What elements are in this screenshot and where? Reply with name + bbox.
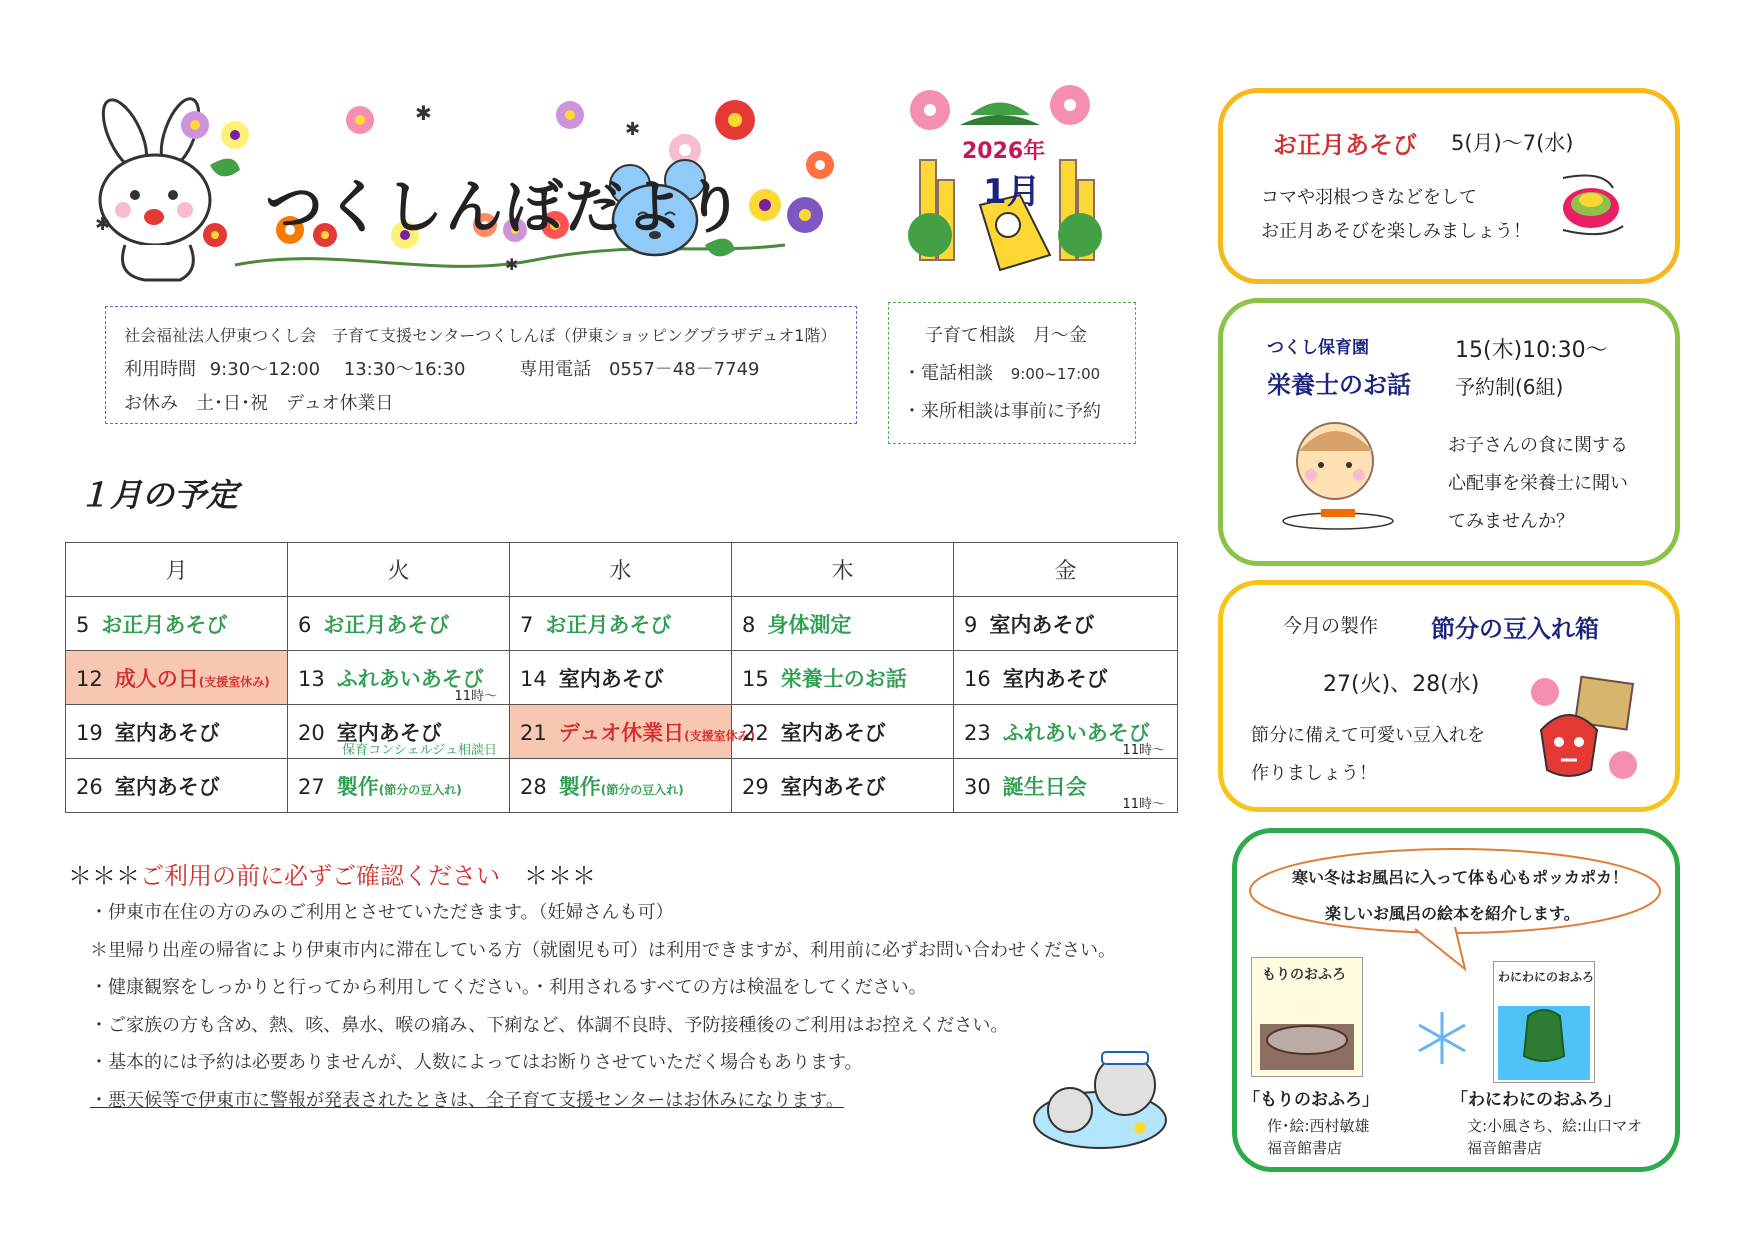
date-number: 6 [298,613,312,637]
consult-title: 子育て相談 月～金 [925,325,1087,346]
event-label: ふれあいあそび [1002,721,1150,745]
schedule-cell [288,759,510,813]
schedule-cell [954,597,1178,651]
holidays-line: お休み 土･日･祝 デュオ休業日 [124,393,394,414]
svg-text:✱: ✱ [415,101,432,125]
schedule-cell [66,705,288,759]
event-note: (節分の豆入れ) [600,783,684,797]
book2-cover [1493,961,1595,1083]
schedule-cell-main [76,771,220,801]
schedule-cell-main [742,717,886,747]
event-label: 成人の日 [114,667,199,691]
seisaku-panel [1218,580,1680,812]
event-label: 室内あそび [780,721,886,745]
date-number: 29 [742,775,769,799]
schedule-cell [732,597,954,651]
oshogatsu-title: お正月あそび [1273,131,1417,159]
event-subnote: 11時～ [454,689,497,704]
schedule-header-row [66,543,1178,597]
schedule-cell [66,651,288,705]
event-subnote: 11時～ [1122,797,1165,812]
consult-phone-hours: 9:00~17:00 [1010,365,1101,383]
svg-text:✱: ✱ [625,119,641,140]
day-header: 金 [954,543,1178,597]
schedule-cell-main [520,717,755,747]
schedule-cell [288,705,510,759]
note-line: ・基本的には予約は必要ありませんが、人数によってはお断りさせていただく場合もあります。 [90,1052,863,1073]
event-note: (支援室休み) [684,729,756,743]
event-label: 誕生日会 [1002,775,1087,799]
notes-header-text: ご利用の前に必ずご確認ください [140,862,500,890]
date-number: 21 [520,721,547,745]
bubble-line2: 楽しいお風呂の絵本を紹介します。 [1325,904,1580,923]
schedule-cell [732,651,954,705]
notes-header-suffix: ＊＊＊ [524,862,596,890]
book1-title: 「もりのおふろ」 [1243,1090,1379,1110]
schedule-cell [510,651,732,705]
eiyoushi-panel [1218,298,1680,566]
seisaku-dates: 27(火)、28(水) [1323,672,1480,697]
phone-value: 0557－48－7749 [608,359,760,380]
bath-mouse-illustration [1030,1040,1170,1150]
pine-icon [960,103,1040,126]
event-label: 室内あそび [780,775,886,799]
svg-text:✱: ✱ [505,255,519,274]
event-label: ふれあいあそび [336,667,484,691]
note-line: ＊里帰り出産の帰省により伊東市内に滞在している方（就園児も可）は利用できますが、利用前に必ずお問い合わせください。 [90,940,1116,961]
event-label: 室内あそび [558,667,664,691]
books-panel [1232,828,1680,1172]
book2-publisher: 福音館書店 [1467,1139,1543,1157]
schedule-title: １月の予定 [78,476,239,514]
schedule-cell-main [742,771,886,801]
event-note: (支援室休み) [198,675,270,689]
schedule-cell [954,651,1178,705]
book1-illustration [1256,988,1358,1072]
schedule-table [65,542,1178,813]
year-label: 2026年 [962,139,1046,164]
schedule-cell [954,705,1178,759]
book1-cover-title: もりのおふろ [1262,967,1346,983]
spinning-top-icon [1553,168,1633,248]
seisaku-label: 今月の製作 [1283,615,1379,637]
event-label: デュオ休業日 [558,721,685,745]
child-eating-icon [1273,413,1403,533]
notes-header [68,856,596,891]
event-label: お正月あそび [323,613,450,637]
seisaku-line2: 作りましょう！ [1251,763,1377,784]
date-number: 8 [742,613,756,637]
date-number: 20 [298,721,325,745]
month-label: 1月 [983,172,1041,212]
eiyoushi-title: 栄養士のお話 [1267,371,1411,399]
date-number: 22 [742,721,769,745]
oshogatsu-line1: コマや羽根つきなどをして [1261,187,1477,208]
date-number: 7 [520,613,534,637]
schedule-cell [288,597,510,651]
schedule-cell-main [964,771,1087,801]
eiyoushi-line2: 心配事を栄養士に聞い [1448,473,1628,494]
schedule-cell-main [76,717,220,747]
date-number: 23 [964,721,991,745]
note-line: ・悪天候等で伊東市に警報が発表されたときは、全子育て支援センターはお休みになります。 [90,1090,844,1111]
book1-publisher: 福音館書店 [1267,1139,1343,1157]
book2-cover-title: わにわにのおふろ [1498,970,1595,984]
date-number: 14 [520,667,547,691]
date-number: 5 [76,613,90,637]
day-header: 火 [288,543,510,597]
day-header: 水 [510,543,732,597]
date-number: 15 [742,667,769,691]
book2-author: 文:小風さち、絵:山口マオ [1467,1117,1643,1135]
schedule-week-row [66,759,1178,813]
schedule-cell [732,759,954,813]
date-number: 9 [964,613,978,637]
day-header: 月 [66,543,288,597]
notes-header-prefix: ＊＊＊ [68,862,140,890]
hours-value: 9:30～12:00 13:30～16:30 [209,359,466,380]
consult-phone [903,359,1100,385]
schedule-cell-main [520,609,671,639]
book1-author: 作･絵:西村敏雄 [1267,1117,1370,1135]
day-header: 木 [732,543,954,597]
svg-text:✱: ✱ [95,214,111,235]
schedule-cell-main [76,663,270,693]
date-number: 13 [298,667,325,691]
note-line: ・伊東市在住の方のみのご利用とさせていただきます。（妊婦さんも可） [90,902,674,923]
event-label: お正月あそび [101,613,228,637]
note-line: ・ご家族の方も含め、熱、咳、鼻水、喉の痛み、下痢など、体調不良時、予防接種後のご利用はお控えください。 [90,1015,1009,1036]
org-line: 社会福祉法人伊東つくし会 子育て支援センターつくしんぼ（伊東ショッピングプラザデュオ1階） [124,326,837,345]
snowflake-icon [1415,1008,1469,1068]
schedule-cell-main [520,663,664,693]
seisaku-title: 節分の豆入れ箱 [1431,615,1599,643]
date-number: 26 [76,775,103,799]
schedule-cell [66,597,288,651]
schedule-cell [510,597,732,651]
oshogatsu-panel [1218,88,1680,284]
schedule-body [66,597,1178,813]
event-label: 室内あそび [114,775,220,799]
date-number: 19 [76,721,103,745]
schedule-cell [288,651,510,705]
schedule-cell [954,759,1178,813]
schedule-cell-main [742,663,907,693]
note-line: ・健康観察をしっかりと行ってから利用してください。・利用されるすべての方は検温をしてください。 [90,977,927,998]
seisaku-line1: 節分に備えて可愛い豆入れを [1251,725,1485,746]
event-label: 室内あそび [1002,667,1108,691]
schedule-cell-main [964,663,1108,693]
date-number: 27 [298,775,325,799]
event-note: (節分の豆入れ) [378,783,462,797]
oshogatsu-line2: お正月あそびを楽しみましょう！ [1261,221,1531,242]
book1-cover [1251,957,1363,1077]
phone-label: 専用電話 [519,359,592,380]
schedule-cell [510,759,732,813]
book2-title: 「わにわにのおふろ」 [1451,1090,1621,1110]
eiyoushi-line1: お子さんの食に関する [1448,435,1628,456]
date-number: 12 [76,667,103,691]
schedule-cell-main [298,771,462,801]
eiyoushi-line3: てみませんか？ [1448,511,1574,532]
date-number: 16 [964,667,991,691]
event-subnote: 保育コンシェルジュ相談日 [342,743,497,758]
schedule-week-row [66,651,1178,705]
schedule-cell-main [298,609,449,639]
eiyoushi-date: 15(木)10:30～ [1455,338,1608,363]
event-label: 室内あそび [989,613,1095,637]
consult-box [888,302,1136,444]
event-label: 製作 [336,775,379,799]
schedule-cell-main [520,771,684,801]
event-label: 製作 [558,775,601,799]
hours-label: 利用時間 [124,359,196,380]
bubble-line1: 寒い冬はお風呂に入って体も心もポッカポカ！ [1292,868,1629,887]
schedule-cell-main [742,609,851,639]
oshogatsu-dates: 5(月)～7(水) [1451,131,1574,155]
book2-illustration [1498,996,1590,1080]
event-label: 身体測定 [767,613,852,637]
consult-visit: ・来所相談は事前に予約 [903,401,1101,422]
date-number: 28 [520,775,547,799]
schedule-week-row [66,705,1178,759]
schedule-cell-main [964,609,1094,639]
consult-phone-label: ・電話相談 [903,363,993,384]
event-label: 室内あそび [114,721,220,745]
eiyoushi-org: つくし保育園 [1267,338,1369,358]
hours-row [124,355,760,381]
oni-mask-icon [1523,670,1643,790]
event-label: 栄養士のお話 [780,667,907,691]
newsletter-title: つくしんぼだより [265,173,746,241]
schedule-week-row [66,597,1178,651]
schedule-cell-main [76,609,227,639]
event-subnote: 11時～ [1122,743,1165,758]
event-label: お正月あそび [545,613,672,637]
eiyoushi-reservation: 予約制(6組) [1455,375,1564,399]
schedule-cell [66,759,288,813]
event-label: 室内あそび [336,721,442,745]
info-box [105,306,857,424]
schedule-cell [732,705,954,759]
date-number: 30 [964,775,991,799]
